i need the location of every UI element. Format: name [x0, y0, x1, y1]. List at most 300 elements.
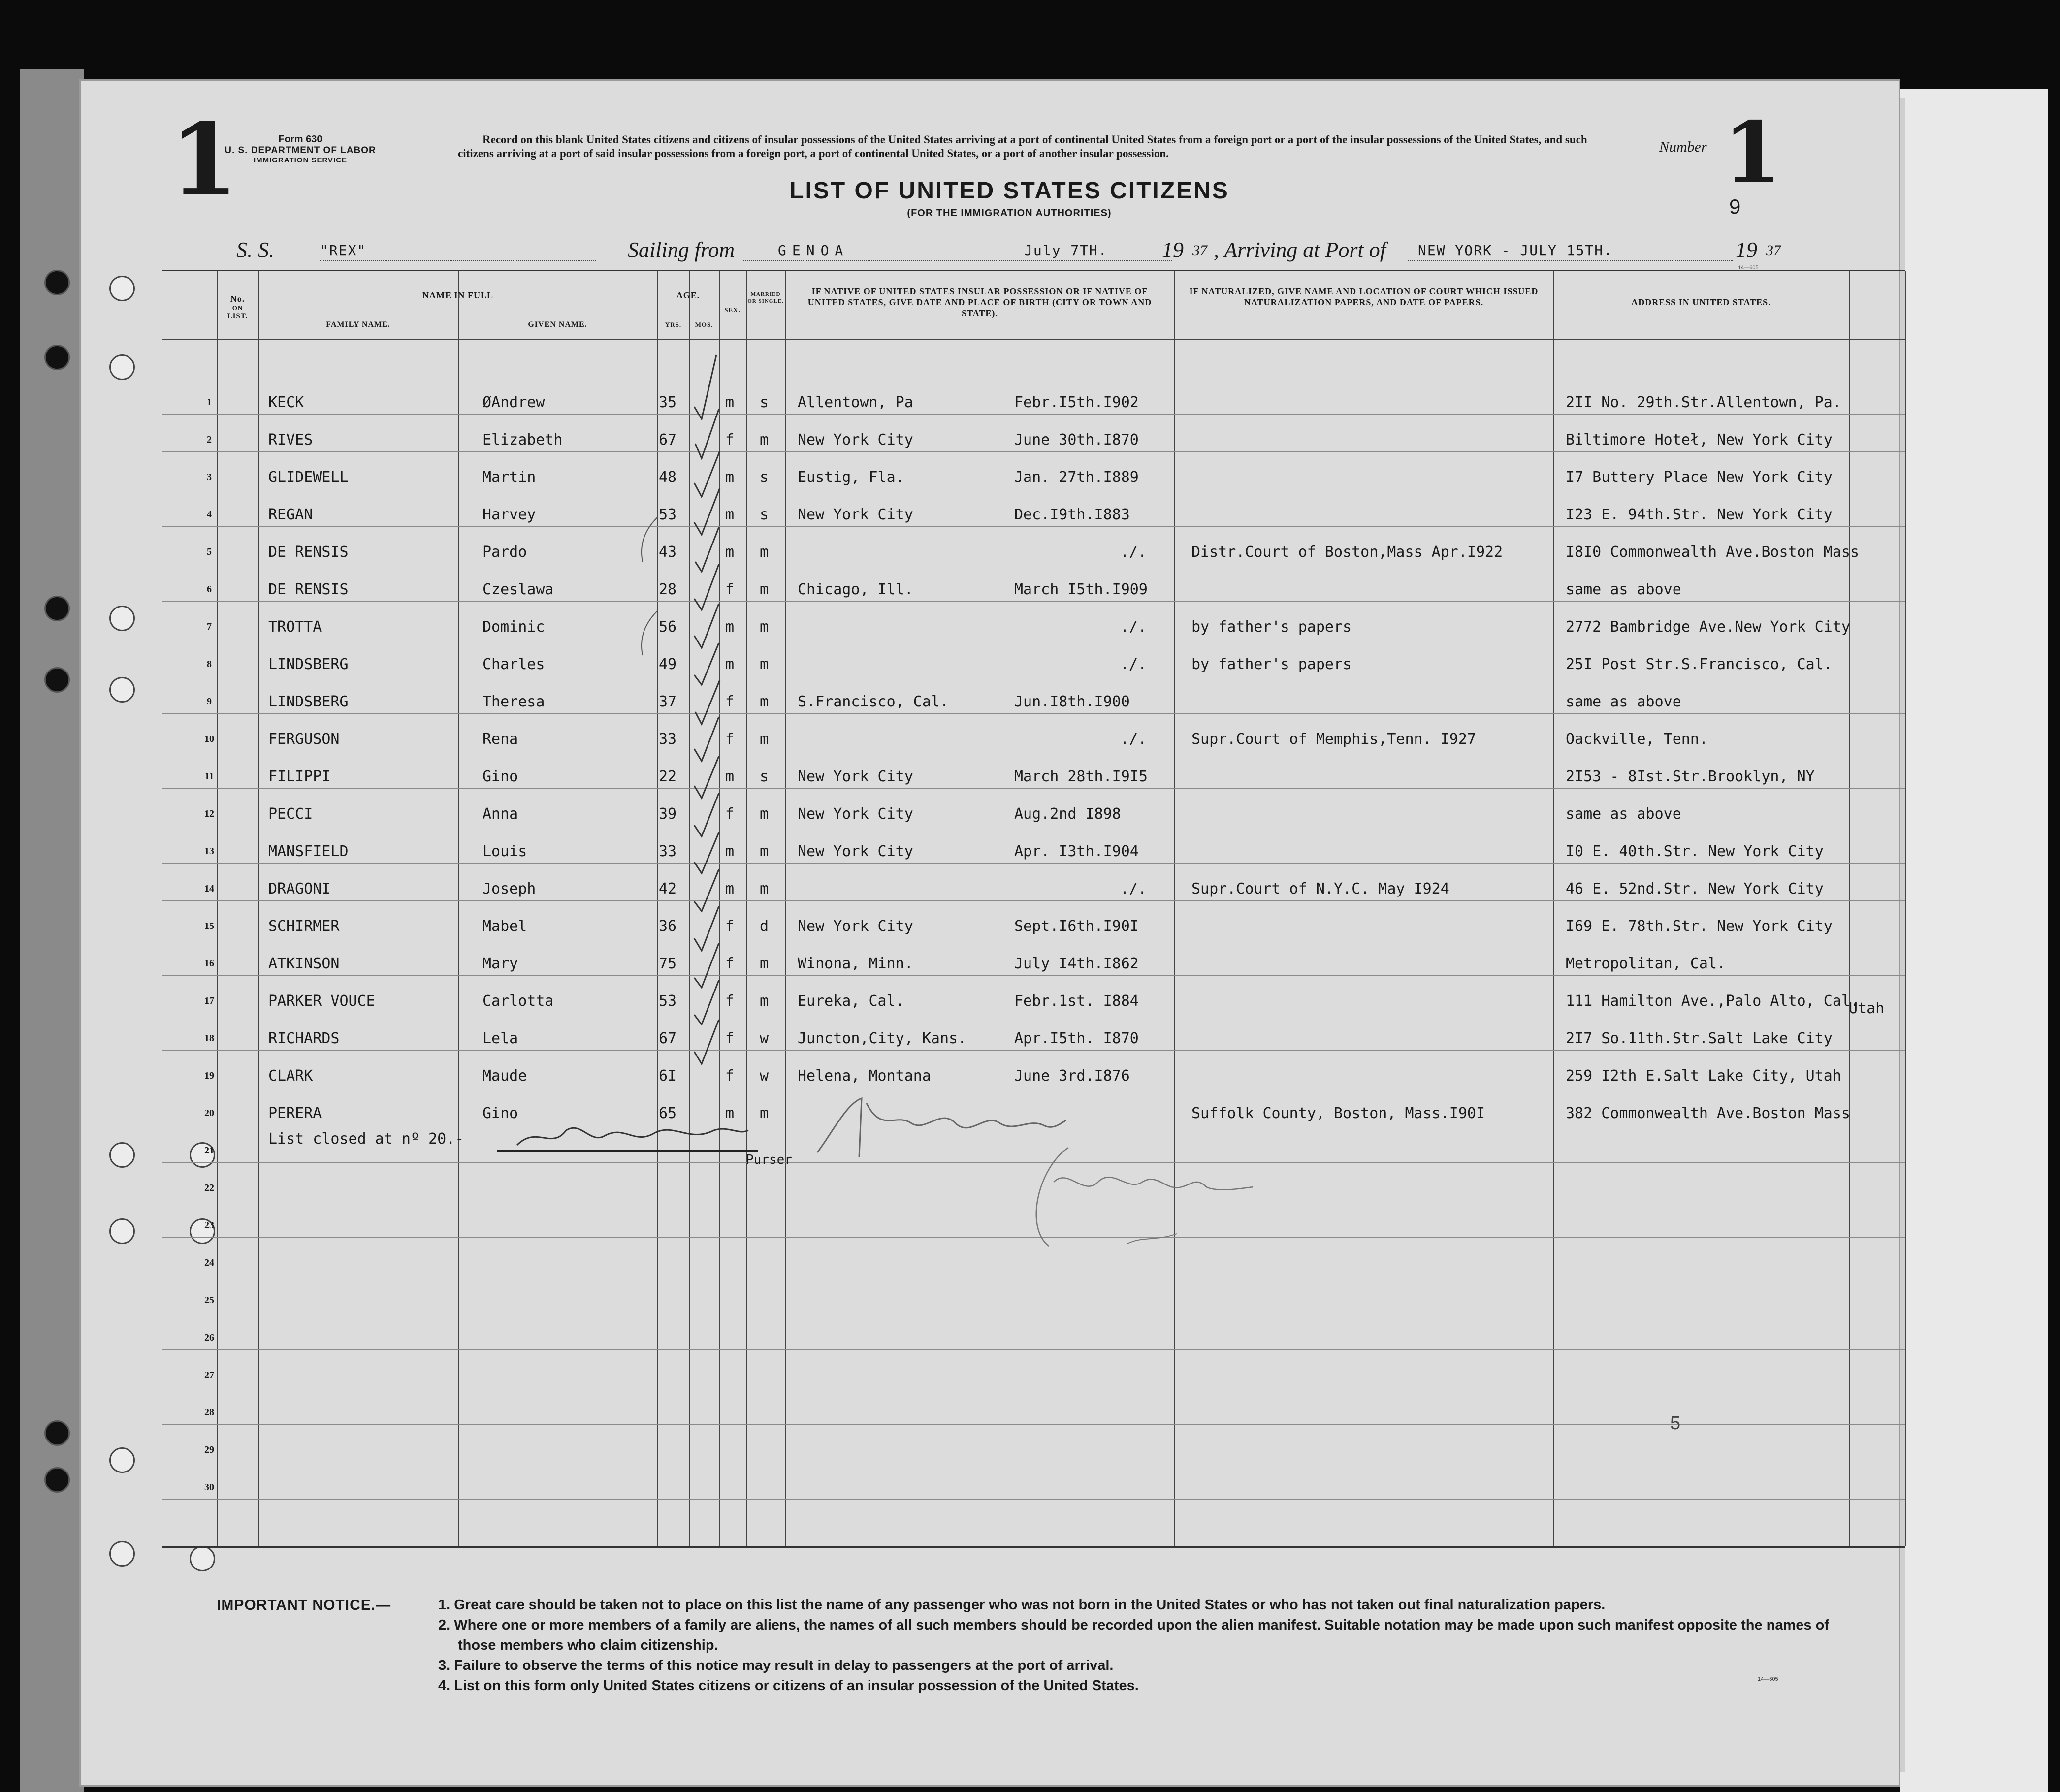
binder-hole	[44, 345, 70, 370]
address-cell: 46 E. 52nd.Str. New York City	[1566, 880, 1824, 897]
page-number-left: 1	[170, 102, 239, 218]
header-no	[217, 293, 258, 320]
binder-hole	[44, 1467, 70, 1493]
birthplace-cell: Allentown, Pa	[798, 394, 913, 411]
family-name-cell: PERERA	[268, 1105, 322, 1122]
notice-item: 2. Where one or more members of a family are aliens, the names of all such members should be recorded upon the alien manifest. Suitable notation may be made upon such manifest opposite the names of those members who claim citizenship.	[438, 1617, 1829, 1653]
marital-status-cell: w	[760, 1067, 769, 1085]
year-prefix-1: 19	[1162, 238, 1184, 262]
empty-table-row	[162, 1387, 1905, 1424]
family-name-cell: PECCI	[268, 805, 313, 823]
row-number: 20	[204, 1108, 214, 1119]
binder-hole	[190, 1546, 215, 1571]
header-given-name: GIVEN NAME.	[528, 320, 587, 329]
header-no-line: LIST.	[227, 312, 248, 320]
row-number: 30	[204, 1482, 214, 1493]
table-row	[162, 938, 1905, 975]
address-cell: same as above	[1566, 805, 1681, 823]
given-name-cell: Theresa	[483, 693, 545, 710]
family-name-cell: GLIDEWELL	[268, 469, 349, 486]
given-name-cell: Carlotta	[483, 992, 554, 1010]
row-number: 27	[204, 1370, 214, 1380]
arriving-label: , Arriving at Port of	[1214, 238, 1386, 262]
sex-cell: f	[725, 731, 735, 748]
family-name-cell: MANSFIELD	[268, 843, 349, 860]
row-number: 19	[204, 1070, 214, 1081]
birthdate-cell: ./.	[1120, 656, 1147, 673]
age-years-cell: 48	[659, 469, 677, 486]
notice-item: 3. Failure to observe the terms of this notice may result in delay to passengers at the port of arrival.	[438, 1658, 1114, 1673]
table-row	[162, 414, 1905, 451]
notice-item: 4. List on this form only United States citizens or citizens of an insular possession of the United States.	[438, 1678, 1139, 1694]
naturalization-cell: by father's papers	[1191, 656, 1352, 673]
small-code-top: 14—605	[1738, 265, 1759, 271]
marital-status-cell: s	[760, 469, 769, 486]
sex-cell: f	[725, 805, 735, 823]
row-number: 24	[204, 1257, 214, 1268]
given-name-cell: Gino	[483, 1105, 518, 1122]
form-meta	[202, 134, 399, 164]
sex-cell: f	[725, 992, 735, 1010]
form-instructions: Record on this blank United States citizens and citizens of insular possessions of the United States arriving at a port of continental United States from a foreign port or a port of the insular possessions of the United States, and such citizens arriving at a port of said insular possessions from a foreign port, a port of continental United States, or a port of another insular possession.	[458, 133, 1587, 160]
sex-cell: f	[725, 431, 735, 448]
address-cell: I7 Buttery Place New York City	[1566, 469, 1833, 486]
page-number-right: 1	[1723, 103, 1782, 202]
year-suffix-1: 37	[1192, 242, 1207, 258]
ship-underline	[320, 260, 596, 261]
address-cell: 382 Commonwealth Ave.Boston Mass	[1566, 1105, 1850, 1122]
sex-cell: m	[725, 394, 735, 411]
sex-cell: m	[725, 1105, 735, 1122]
row-number: 29	[204, 1444, 214, 1455]
address-cell: same as above	[1566, 581, 1681, 598]
birthdate-cell: ./.	[1120, 880, 1147, 897]
birthdate-cell: ./.	[1120, 544, 1147, 561]
given-name-cell: Charles	[483, 656, 545, 673]
row-number: 8	[207, 659, 212, 670]
age-years-cell: 56	[659, 618, 677, 636]
small-code-bottom: 14—605	[1758, 1676, 1778, 1682]
col-divider	[1905, 271, 1906, 1546]
header-name-in-full: NAME IN FULL	[422, 290, 493, 300]
address-cell: I69 E. 78th.Str. New York City	[1566, 918, 1833, 935]
marital-status-cell: m	[760, 656, 769, 673]
row-number: 21	[204, 1145, 214, 1156]
table-row	[162, 788, 1905, 826]
given-name-cell: Elizabeth	[483, 431, 563, 448]
age-years-cell: 42	[659, 880, 677, 897]
binder-hole	[109, 1142, 135, 1168]
given-name-cell: Anna	[483, 805, 518, 823]
table-row	[162, 713, 1905, 751]
birthdate-cell: June 30th.I870	[1014, 431, 1139, 448]
sex-cell: f	[725, 581, 735, 598]
check-mark	[694, 1020, 719, 1064]
marital-status-cell: m	[760, 581, 769, 598]
birthplace-cell: Juncton,City, Kans.	[798, 1030, 967, 1047]
birthdate-cell: March 28th.I9I5	[1014, 768, 1148, 785]
birthplace-cell: New York City	[798, 431, 913, 448]
given-name-cell: Martin	[483, 469, 536, 486]
family-name-cell: DE RENSIS	[268, 581, 349, 598]
family-name-cell: DRAGONI	[268, 880, 331, 897]
sex-cell: f	[725, 693, 735, 710]
given-name-cell: Rena	[483, 731, 518, 748]
sex-cell: m	[725, 656, 735, 673]
birthplace-cell: Eustig, Fla.	[798, 469, 904, 486]
form-number: Form 630	[278, 134, 322, 145]
table-row	[162, 863, 1905, 900]
age-years-cell: 53	[659, 506, 677, 523]
binder-hole	[109, 677, 135, 703]
binder-hole	[109, 276, 135, 301]
birthdate-cell: ./.	[1120, 618, 1147, 636]
check-mark	[694, 980, 719, 1024]
table-row	[162, 489, 1905, 526]
list-closed-text: List closed at nº 20.-	[268, 1130, 464, 1148]
family-name-cell: DE RENSIS	[268, 544, 349, 561]
marital-status-cell: m	[760, 1105, 769, 1122]
birthplace-cell: New York City	[798, 805, 913, 823]
sex-cell: m	[725, 843, 735, 860]
table-row	[162, 751, 1905, 788]
birthplace-cell: New York City	[798, 918, 913, 935]
binder-hole	[109, 354, 135, 380]
purser-label: Purser	[746, 1152, 792, 1167]
table-row	[162, 451, 1905, 489]
birthdate-cell: Febr.I5th.I902	[1014, 394, 1139, 411]
header-naturalized: IF NATURALIZED, GIVE NAME AND LOCATION OF COURT WHICH ISSUED NATURALIZATION PAPERS, AND DATE OF PAPERS.	[1189, 287, 1539, 307]
check-mark	[694, 488, 720, 535]
birthplace-cell: S.Francisco, Cal.	[798, 693, 949, 710]
address-cell: same as above	[1566, 693, 1681, 710]
address-cell: 2772 Bambridge Ave.New York City	[1566, 618, 1850, 636]
sex-cell: f	[725, 1067, 735, 1085]
family-name-cell: SCHIRMER	[268, 918, 340, 935]
check-mark	[694, 756, 719, 798]
row-number: 18	[204, 1033, 214, 1044]
age-years-cell: 6I	[659, 1067, 677, 1085]
family-name-cell: LINDSBERG	[268, 656, 349, 673]
department: U. S. DEPARTMENT OF LABOR	[225, 145, 376, 156]
birthplace-cell: Eureka, Cal.	[798, 992, 904, 1010]
sex-cell: m	[725, 506, 735, 523]
age-years-cell: 39	[659, 805, 677, 823]
voyage-line	[172, 231, 1827, 261]
sex-cell: m	[725, 880, 735, 897]
page-subtitle: (FOR THE IMMIGRATION AUTHORITIES)	[907, 208, 1112, 219]
given-name-cell: Louis	[483, 843, 527, 860]
row-number: 7	[207, 621, 212, 632]
birthplace-cell: New York City	[798, 843, 913, 860]
family-name-cell: LINDSBERG	[268, 693, 349, 710]
table-row	[162, 377, 1905, 414]
passenger-table	[162, 270, 1905, 1548]
header-rule	[162, 339, 1905, 340]
table-row	[162, 601, 1905, 639]
header-family-name: FAMILY NAME.	[326, 320, 390, 329]
binder-hole	[109, 606, 135, 631]
page-title: LIST OF UNITED STATES CITIZENS	[789, 178, 1229, 204]
family-name-cell: ATKINSON	[268, 955, 340, 972]
address-cell: 111 Hamilton Ave.,Palo Alto, Cal.	[1566, 992, 1860, 1010]
check-mark	[695, 680, 720, 724]
row-number: 23	[204, 1220, 214, 1231]
row-number: 25	[204, 1295, 214, 1306]
important-notice	[217, 1595, 1841, 1696]
age-years-cell: 33	[659, 843, 677, 860]
row-number: 4	[207, 509, 212, 520]
given-name-cell: Joseph	[483, 880, 536, 897]
marital-status-cell: s	[760, 506, 769, 523]
binder-hole	[44, 1420, 70, 1446]
empty-table-row	[162, 1462, 1905, 1499]
marital-status-cell: m	[760, 805, 769, 823]
birthdate-cell: March I5th.I909	[1014, 581, 1148, 598]
given-name-cell: Czeslawa	[483, 581, 554, 598]
header-birth: IF NATIVE OF UNITED STATES INSULAR POSSESSION OR IF NATIVE OF UNITED STATES, GIVE DATE AND PLACE OF BIRTH (CITY OR TOWN AND STATE).	[807, 287, 1152, 318]
family-name-cell: PARKER VOUCE	[268, 992, 375, 1010]
marital-status-cell: m	[760, 693, 769, 710]
family-name-cell: RICHARDS	[268, 1030, 340, 1047]
birthdate-cell: June 3rd.I876	[1014, 1067, 1130, 1085]
table-row	[162, 1013, 1905, 1050]
check-mark	[694, 906, 719, 951]
birthdate-cell: ./.	[1120, 731, 1147, 748]
age-years-cell: 33	[659, 731, 677, 748]
row-number: 2	[207, 434, 212, 445]
naturalization-cell: Supr.Court of Memphis,Tenn. I927	[1191, 731, 1476, 748]
address-cell: 2I53 - 8Ist.Str.Brooklyn, NY	[1566, 768, 1815, 785]
header-no-line: No.	[230, 294, 245, 304]
marital-status-cell: m	[760, 544, 769, 561]
sex-cell: m	[725, 544, 735, 561]
row-number: 17	[204, 995, 214, 1006]
age-years-cell: 35	[659, 394, 677, 411]
age-years-cell: 43	[659, 544, 677, 561]
port-to-underline	[1408, 260, 1733, 261]
port-from-underline	[743, 260, 1172, 261]
birthdate-cell: Febr.1st. I884	[1014, 992, 1139, 1010]
ship-name: "REX"	[320, 242, 367, 258]
sex-cell: f	[725, 955, 735, 972]
row-number: 16	[204, 958, 214, 969]
marital-status-cell: m	[760, 880, 769, 897]
marital-status-cell: m	[760, 843, 769, 860]
table-row	[162, 826, 1905, 863]
age-years-cell: 75	[659, 955, 677, 972]
check-marks	[689, 340, 788, 1192]
address-cell: Biltimore Hoteł, New York City	[1566, 431, 1833, 448]
sailing-label: Sailing from	[628, 238, 735, 262]
age-years-cell: 37	[659, 693, 677, 710]
given-name-cell: Pardo	[483, 544, 527, 561]
family-name-cell: TROTTA	[268, 618, 322, 636]
table-row	[162, 639, 1905, 676]
row-number: 9	[207, 696, 212, 707]
given-name-cell: Lela	[483, 1030, 518, 1047]
age-years-cell: 28	[659, 581, 677, 598]
family-name-cell: FILIPPI	[268, 768, 331, 785]
naturalization-cell: Suffolk County, Boston, Mass.I90I	[1191, 1105, 1485, 1122]
binder-hole	[44, 596, 70, 621]
birthdate-cell: Apr. I3th.I904	[1014, 843, 1139, 860]
given-name-cell: Harvey	[483, 506, 536, 523]
check-mark	[694, 643, 719, 685]
pencil-signature	[980, 1138, 1255, 1256]
underlying-sheet	[1900, 89, 2048, 1792]
row-number: 14	[204, 883, 214, 894]
binder-hole	[44, 667, 70, 693]
address-cell: I23 E. 94th.Str. New York City	[1566, 506, 1833, 523]
sex-cell: f	[725, 918, 735, 935]
birthdate-cell: Apr.I5th. I870	[1014, 1030, 1139, 1047]
binder-hole	[44, 270, 70, 295]
age-years-cell: 22	[659, 768, 677, 785]
table-row	[162, 1050, 1905, 1088]
given-name-cell: Gino	[483, 768, 518, 785]
notice-item: 1. Great care should be taken not to place on this list the name of any passenger who was not born in the United States or who has not taken out final naturalization papers.	[438, 1597, 1606, 1613]
header-married: MARRIED OR SINGLE.	[747, 291, 784, 304]
family-name-cell: RIVES	[268, 431, 313, 448]
given-name-cell: Mabel	[483, 918, 527, 935]
marital-status-cell: m	[760, 731, 769, 748]
empty-table-row	[162, 1275, 1905, 1312]
table-row	[162, 564, 1905, 601]
purser-signature	[507, 1116, 753, 1155]
row-number: 1	[207, 397, 212, 408]
year-prefix-2: 19	[1736, 238, 1757, 262]
notice-label: IMPORTANT NOTICE.—	[217, 1597, 391, 1613]
age-years-cell: 67	[659, 431, 677, 448]
given-name-cell: Mary	[483, 955, 518, 972]
ss-label: S. S.	[236, 238, 274, 262]
naturalization-cell: by father's papers	[1191, 618, 1352, 636]
page-mark: 5	[1670, 1413, 1681, 1434]
age-years-cell: 49	[659, 656, 677, 673]
address-cell: I0 E. 40th.Str. New York City	[1566, 843, 1824, 860]
header-yrs: YRS.	[665, 321, 682, 328]
marital-status-cell: m	[760, 955, 769, 972]
address-cell: 25I Post Str.S.Francisco, Cal.	[1566, 656, 1833, 673]
table-row	[162, 526, 1905, 564]
naturalization-cell: Supr.Court of N.Y.C. May I924	[1191, 880, 1449, 897]
header-mos: MOS.	[695, 321, 713, 328]
row-number: 26	[204, 1332, 214, 1343]
port-to: NEW YORK - JULY 15TH.	[1418, 242, 1613, 258]
sex-cell: m	[725, 618, 735, 636]
check-mark	[694, 869, 719, 911]
service: IMMIGRATION SERVICE	[253, 156, 348, 164]
address-cell: Oackville, Tenn.	[1566, 731, 1708, 748]
birthplace-cell: New York City	[798, 768, 913, 785]
marital-status-cell: m	[760, 618, 769, 636]
address-cell: 259 I2th E.Salt Lake City, Utah	[1566, 1067, 1841, 1085]
birthdate-cell: Aug.2nd I898	[1014, 805, 1121, 823]
age-years-cell: 36	[659, 918, 677, 935]
marital-status-cell: m	[760, 431, 769, 448]
family-name-cell: REGAN	[268, 506, 313, 523]
given-name-cell: ØAndrew	[483, 394, 545, 411]
address-cell: I8I0 Commonwealth Ave.Boston Mass	[1566, 544, 1860, 561]
given-name-cell: Dominic	[483, 618, 545, 636]
row-number: 3	[207, 472, 212, 482]
empty-table-row	[162, 1349, 1905, 1387]
table-row	[162, 900, 1905, 938]
row-rule	[162, 1499, 1905, 1500]
birthplace-cell: Chicago, Ill.	[798, 581, 913, 598]
marital-status-cell: s	[760, 394, 769, 411]
row-number: 12	[204, 808, 214, 819]
row-number: 10	[204, 734, 214, 744]
address-note: Utah	[1849, 1000, 1885, 1017]
row-number: 28	[204, 1407, 214, 1418]
header-no-line: ON	[232, 304, 243, 312]
age-years-cell: 67	[659, 1030, 677, 1047]
family-name-cell: KECK	[268, 394, 304, 411]
check-mark	[694, 717, 719, 761]
row-number: 22	[204, 1183, 214, 1193]
sex-cell: f	[725, 1030, 735, 1047]
marital-status-cell: d	[760, 918, 769, 935]
check-mark	[694, 832, 719, 873]
port-from: GENOA	[778, 242, 849, 258]
empty-table-row	[162, 1424, 1905, 1462]
handwritten-mark: 9	[1729, 195, 1741, 218]
age-years-cell: 65	[659, 1105, 677, 1122]
family-name-cell: CLARK	[268, 1067, 313, 1085]
age-years-cell: 53	[659, 992, 677, 1010]
birthplace-cell: New York City	[798, 506, 913, 523]
marital-status-cell: s	[760, 768, 769, 785]
check-mark	[694, 451, 720, 497]
table-row	[162, 975, 1905, 1013]
check-mark	[694, 943, 719, 988]
check-mark	[695, 409, 719, 458]
check-mark	[694, 355, 716, 419]
header-sex: SEX.	[724, 306, 740, 314]
binder-hole	[109, 1541, 135, 1567]
sex-cell: m	[725, 768, 735, 785]
number-label: Number	[1659, 139, 1707, 155]
header-age: AGE.	[676, 290, 700, 300]
marital-status-cell: m	[760, 992, 769, 1010]
date-from: July 7TH.	[1024, 242, 1108, 258]
check-mark	[694, 564, 719, 610]
birthplace-cell: Helena, Montana	[798, 1067, 931, 1085]
birthplace-cell: Winona, Minn.	[798, 955, 913, 972]
birthdate-cell: Jan. 27th.I889	[1014, 469, 1139, 486]
family-name-cell: FERGUSON	[268, 731, 340, 748]
check-mark	[694, 793, 719, 836]
header-address: ADDRESS IN UNITED STATES.	[1631, 297, 1771, 307]
birthdate-cell: July I4th.I862	[1014, 955, 1139, 972]
naturalization-cell: Distr.Court of Boston,Mass Apr.I922	[1191, 544, 1503, 561]
row-number: 13	[204, 846, 214, 857]
binder-hole	[109, 1218, 135, 1244]
sex-cell: m	[725, 469, 735, 486]
birthdate-cell: Dec.I9th.I883	[1014, 506, 1130, 523]
address-cell: 2II No. 29th.Str.Allentown, Pa.	[1566, 394, 1841, 411]
check-mark	[694, 604, 719, 648]
row-number: 6	[207, 584, 212, 595]
address-cell: Metropolitan, Cal.	[1566, 955, 1726, 972]
birthdate-cell: Jun.I8th.I900	[1014, 693, 1130, 710]
row-number: 11	[204, 771, 214, 782]
marital-status-cell: w	[760, 1030, 769, 1047]
year-suffix-2: 37	[1766, 242, 1781, 258]
binder-strip	[20, 69, 84, 1792]
